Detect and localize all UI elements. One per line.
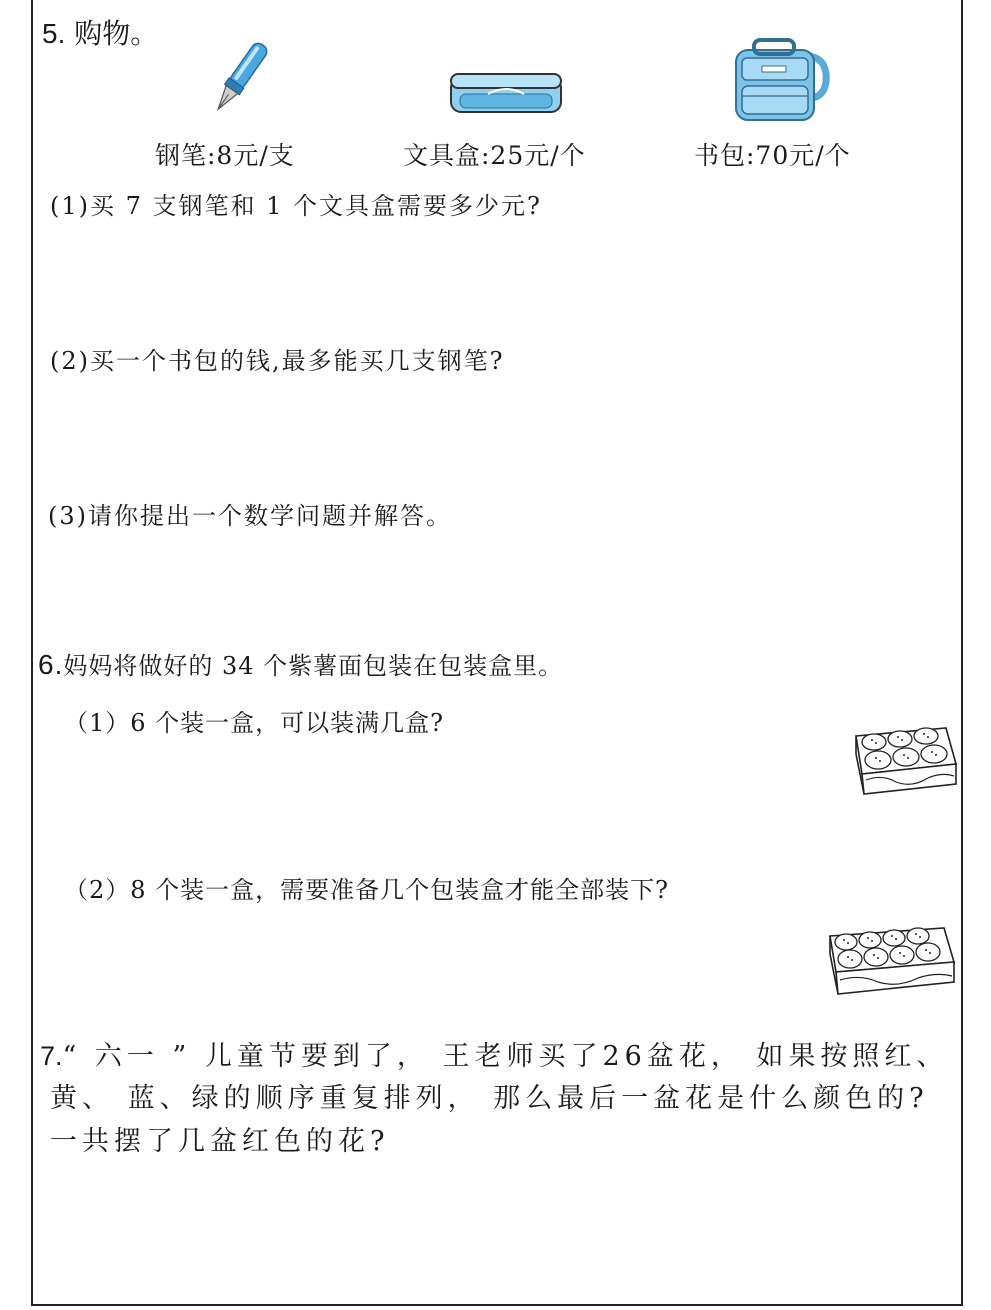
bread-box-6-icon — [852, 718, 960, 798]
q7-line-3: 一共摆了几盆红色的花? — [50, 1126, 390, 1157]
q5-title: 购物。 — [74, 17, 159, 50]
q6-number: 6. — [38, 649, 64, 680]
q6-sub-2: （2）8 个装一盒，需要准备几个包装盒才能全部装下? — [64, 876, 670, 904]
backpack-price-label: 书包:70元/个 — [694, 141, 851, 170]
q7-line-2: 黄、 蓝、绿的顺序重复排列， 那么最后一盆花是什么颜色的? — [50, 1083, 929, 1114]
pen-icon — [210, 36, 270, 120]
q6-stem: 妈妈将做好的 34 个紫薯面包装在包装盒里。 — [63, 652, 564, 680]
q6-heading — [38, 646, 563, 681]
q5-sub-3: (3)请你提出一个数学问题并解答。 — [48, 502, 452, 530]
q7-line-1 — [40, 1034, 948, 1079]
q5-number: 5. — [42, 18, 66, 49]
bread-box-8-icon — [826, 918, 958, 998]
pen-price-label: 钢笔:8元/支 — [155, 141, 295, 170]
q7-text-1: “ 六一 ” 儿童节要到了， 王老师买了26盆花， 如果按照红、 — [62, 1041, 949, 1072]
pencil-case-icon — [448, 70, 564, 118]
q5-heading — [42, 12, 158, 52]
q5-sub-1: (1)买 7 支钢笔和 1 个文具盒需要多少元? — [50, 192, 542, 220]
backpack-icon — [728, 36, 832, 122]
q7-number: 7. — [40, 1041, 63, 1071]
q5-sub-2: (2)买一个书包的钱,最多能买几支钢笔? — [50, 347, 505, 375]
q6-sub-1: （1）6 个装一盒，可以装满几盒? — [64, 709, 445, 737]
pencil-case-price-label: 文具盒:25元/个 — [403, 141, 586, 170]
